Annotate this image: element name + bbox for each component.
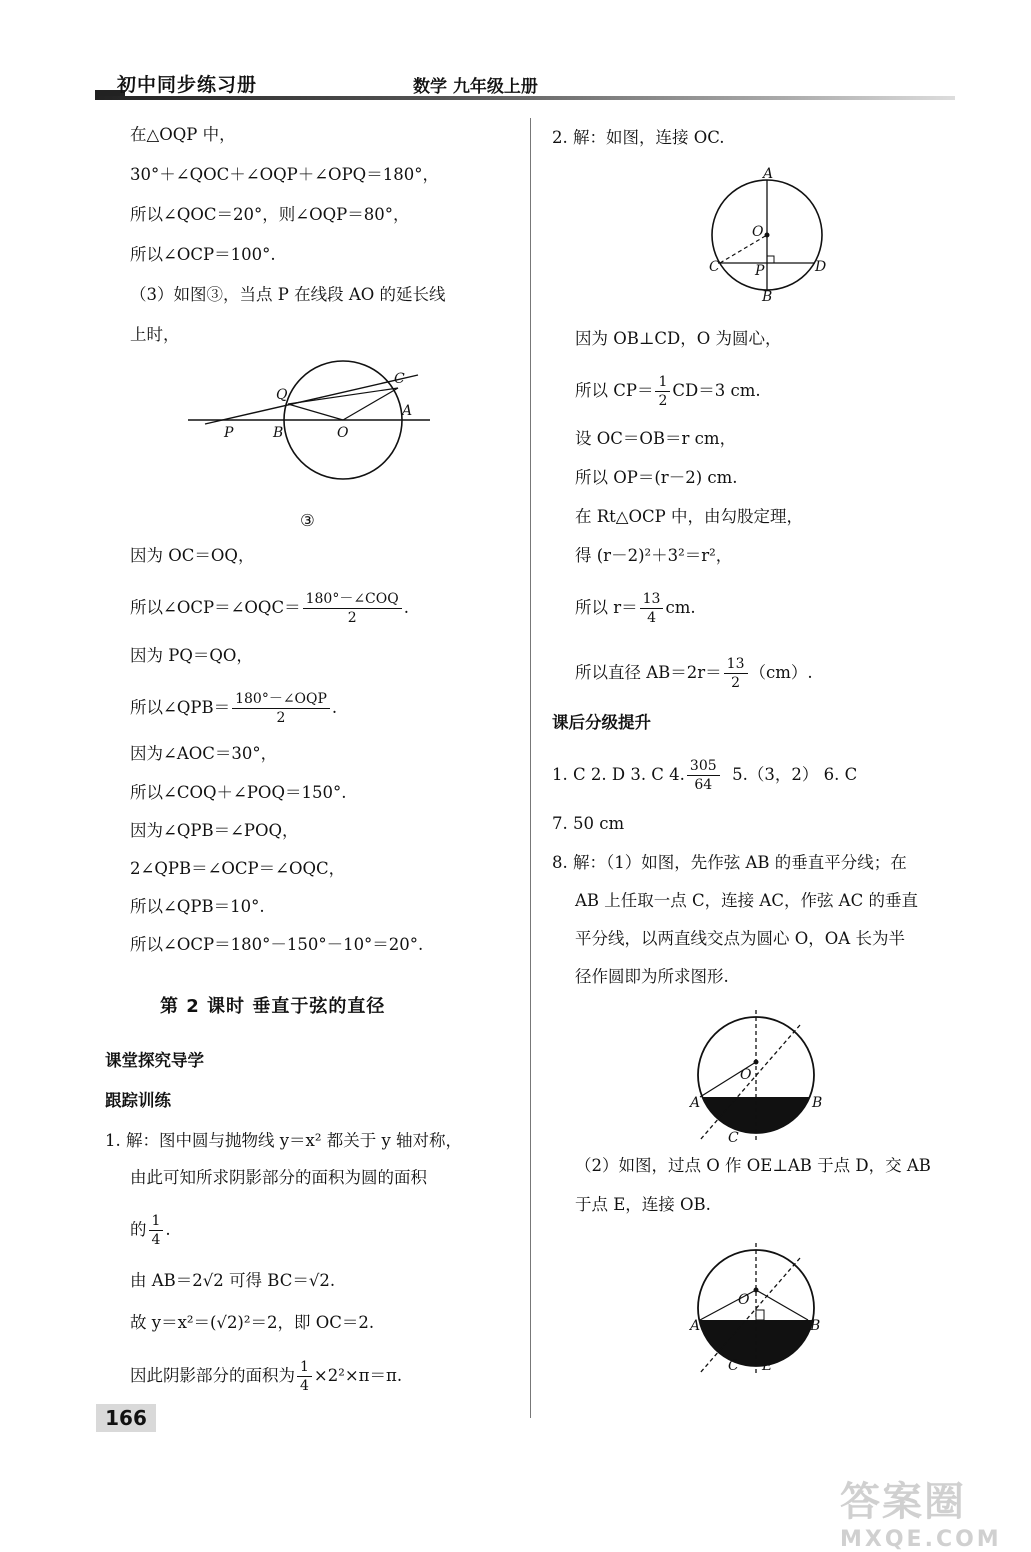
fraction xyxy=(297,1358,312,1395)
fraction-num: 1 xyxy=(297,1358,312,1377)
text-line: 8. 解：（1）如图，先作弦 AB 的垂直平分线；在 xyxy=(552,853,907,872)
text-line: 30°＋∠QOC＋∠OQP＋∠OPQ＝180°， xyxy=(130,165,439,184)
text-line: 所以∠OCP＝180°－150°－10°＝20°. xyxy=(130,935,424,954)
label-A: A xyxy=(402,403,413,419)
text-line: 在△OQP 中， xyxy=(130,125,236,144)
fraction-den: 2 xyxy=(347,610,357,626)
text-line: 因为 PQ＝QO， xyxy=(130,646,253,665)
fraction-num: 305 xyxy=(687,757,720,776)
text-line: 故 y＝x²＝(√2)²＝2，即 OC＝2. xyxy=(130,1313,375,1332)
column-divider xyxy=(530,118,531,1418)
page-number: 166 xyxy=(96,1404,156,1432)
text-line: 得 (r－2)²＋3²＝r²， xyxy=(575,546,733,565)
label-B: B xyxy=(762,289,773,305)
text-line: 设 OC＝OB＝r cm， xyxy=(575,429,737,448)
subject-label: 数学 九年级上册 xyxy=(413,77,538,97)
text-segment: 1. C 2. D 3. C 4. xyxy=(552,765,685,784)
fraction-num: 180°－∠OQP xyxy=(232,690,330,709)
text-line: 所以∠OCP＝100°. xyxy=(130,245,276,264)
text-segment: 因此阴影部分的面积为 xyxy=(130,1366,295,1385)
fraction-den: 2 xyxy=(731,675,741,691)
text-segment: ×2²×π＝π. xyxy=(313,1366,403,1385)
text-line: 因为∠QPB＝∠POQ， xyxy=(130,821,299,840)
text-line: 于点 E，连接 OB. xyxy=(575,1195,711,1214)
fraction-den: 4 xyxy=(151,1232,161,1248)
figure-q8-2 xyxy=(680,1238,830,1383)
text-line: 2. 解：如图，连接 OC. xyxy=(552,128,725,147)
fraction-den: 4 xyxy=(647,610,657,626)
label-O: O xyxy=(752,224,764,240)
text-line: 由 AB＝2√2 可得 BC＝√2. xyxy=(130,1271,336,1290)
label-A: A xyxy=(690,1318,701,1334)
fraction xyxy=(687,757,720,794)
label-B: B xyxy=(810,1318,821,1334)
text-line: 因为 OB⊥CD，O 为圆心， xyxy=(575,329,782,348)
label-P: P xyxy=(224,425,234,441)
fraction-den: 4 xyxy=(300,1378,309,1394)
text-line: 在 Rt△OCP 中，由勾股定理， xyxy=(575,507,803,526)
fraction xyxy=(303,590,402,627)
text-line: 径作圆即为所求图形. xyxy=(575,967,729,986)
fraction xyxy=(655,373,670,410)
text-line xyxy=(575,373,761,410)
text-segment: 的 xyxy=(130,1220,147,1239)
text-line xyxy=(575,590,696,627)
fraction xyxy=(640,590,664,627)
fraction-den: 2 xyxy=(276,710,286,726)
text-segment: cm. xyxy=(665,598,696,617)
book-title: 初中同步练习册 xyxy=(117,74,258,96)
label-B: B xyxy=(812,1095,823,1111)
section-heading: 课后分级提升 xyxy=(552,713,651,732)
fraction-num: 1 xyxy=(149,1212,164,1231)
label-O: O xyxy=(337,425,349,441)
text-line: 1. 解：图中圆与抛物线 y＝x² 都关于 y 轴对称， xyxy=(105,1131,463,1150)
text-segment: （cm）. xyxy=(749,663,813,682)
text-line: 平分线，以两直线交点为圆心 O，OA 长为半 xyxy=(575,929,905,948)
label-E: E xyxy=(762,1358,773,1374)
fraction xyxy=(724,655,748,692)
label-C: C xyxy=(728,1130,739,1146)
watermark xyxy=(840,1470,1002,1552)
text-line: 所以∠QOC＝20°，则∠OQP＝80°， xyxy=(130,205,410,224)
label-O: O xyxy=(738,1292,750,1308)
label-A: A xyxy=(763,166,774,182)
fraction-num: 1 xyxy=(655,373,670,392)
text-segment: 所以 CP＝ xyxy=(575,381,654,400)
text-line: AB 上任取一点 C，连接 AC，作弦 AC 的垂直 xyxy=(575,891,918,910)
label-C: C xyxy=(394,371,405,387)
text-line: 所以∠COQ＋∠POQ＝150°. xyxy=(130,783,347,802)
label-C: C xyxy=(728,1358,739,1374)
label-A: A xyxy=(690,1095,701,1111)
text-line: 所以∠OCP＝∠OQC＝ $\frac{\text{180°－∠COQ}}{2}$ . xyxy=(130,591,409,626)
text-line: 7. 50 cm xyxy=(552,814,625,833)
figure-caption: ③ xyxy=(300,511,315,530)
label-O: O xyxy=(740,1067,752,1083)
lesson-title: 第 2 课时 垂直于弦的直径 xyxy=(160,996,386,1017)
fraction xyxy=(149,1212,164,1249)
section-heading: 课堂探究导学 xyxy=(105,1051,204,1070)
text-line: 所以∠QPB＝10°. xyxy=(130,897,265,916)
figure-q8-1 xyxy=(680,1005,830,1150)
label-B: B xyxy=(273,425,284,441)
text-segment: CD＝3 cm. xyxy=(672,381,761,400)
section-heading: 跟踪训练 xyxy=(105,1091,171,1110)
page-header xyxy=(95,68,955,108)
text-segment: 所以 r＝ xyxy=(575,598,638,617)
text-segment: 所以直径 AB＝2r＝ xyxy=(575,663,722,682)
label-Q: Q xyxy=(276,387,288,403)
fraction-den: 64 xyxy=(694,777,713,793)
text-line: 所以∠QPB＝ $\frac{\text{180°－∠OQP}}{2}$ . xyxy=(130,691,338,726)
text-line xyxy=(130,1358,402,1395)
text-line: 由此可知所求阴影部分的面积为圆的面积 xyxy=(130,1168,427,1187)
text-line: （2）如图，过点 O 作 OE⊥AB 于点 D，交 AB xyxy=(575,1156,931,1175)
fraction-num: 13 xyxy=(640,590,664,609)
text-segment: 所以∠OCP＝∠OQC＝ xyxy=(130,598,301,617)
text-line xyxy=(575,655,813,692)
watermark-url: MXQE.COM xyxy=(840,1527,1002,1552)
label-D: D xyxy=(815,259,827,275)
text-line: 2∠QPB＝∠OCP＝∠OQC， xyxy=(130,859,346,878)
text-line xyxy=(552,757,857,794)
fraction-den: 2 xyxy=(658,393,668,409)
text-line: （3）如图③，当点 P 在线段 AO 的延长线 xyxy=(130,285,446,304)
text-line: 上时， xyxy=(130,325,180,344)
label-P: P xyxy=(755,263,765,279)
text-segment: 5.（3，2） 6. C xyxy=(732,765,858,784)
figure-3 xyxy=(180,355,440,500)
fraction xyxy=(232,690,330,727)
figure-q2 xyxy=(705,165,835,305)
text-line: 所以 OP＝(r－2) cm. xyxy=(575,468,738,487)
text-segment: 所以∠QPB＝ xyxy=(130,698,231,717)
watermark-logo: 答案圈 xyxy=(840,1479,966,1525)
label-C: C xyxy=(709,259,720,275)
fraction-num: 13 xyxy=(724,655,748,674)
fraction-num: 180°－∠COQ xyxy=(303,590,402,609)
text-line: 的 $\frac{1}{4}$ . xyxy=(130,1213,171,1248)
text-line: 因为 OC＝OQ， xyxy=(130,546,255,565)
text-line: 因为∠AOC＝30°， xyxy=(130,744,278,763)
